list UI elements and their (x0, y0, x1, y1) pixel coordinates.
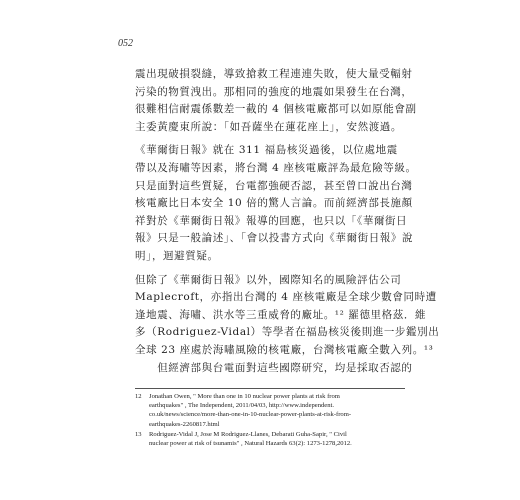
body-line: 核電廠比日本安全 10 倍的驚人言論。而前經濟部長施顏 (135, 197, 413, 210)
body-line: 震出現破損裂縫，導致搶救工程連連失敗，使大量受輻射 (135, 68, 413, 80)
body-line: 明」，迴避質疑。 (135, 249, 219, 262)
footnote-number: 12 (135, 393, 142, 400)
footnote-number: 13 (135, 430, 142, 438)
body-line: 只是面對這些質疑，台電都強硬否認，甚至曾口說出台灣 (135, 179, 413, 192)
body-line: 但除了《華爾街日報》以外，國際知名的風險評估公司 (135, 273, 402, 286)
page-number: 052 (118, 38, 133, 49)
body-line: 主委黃慶東所說：「如吾薩坐在蓮花座上」，安然渡過。 (135, 120, 402, 133)
footnote-line: co.uk/news/science/more-than-one-in-10-nuclear-power-plants-at-risk-from- (149, 411, 352, 419)
footnote-line: earthquakes" , The Independent, 2011/04/03, http://www.independent. (149, 402, 335, 410)
footnote-line: Rodriguez-Vidal J, Jose M Rodriguez-Llanes, Debarati Guha-Sapir, " Civil (149, 430, 347, 438)
body-line: 《華爾街日報》就在 311 福島核災過後，以位處地震 (135, 144, 398, 157)
footnotes (135, 392, 410, 449)
body-line: 多（Rodriguez-Vidal）等學者在福島核災後則進一步鑑別出 (135, 326, 440, 339)
footnote-line: nuclear power at risk of tsunamis" , Natural Hazards 63(2): 1273-1278,2012. (149, 440, 352, 448)
body-line: 祥對於《華爾街日報》報導的回應，也只以「《華爾街日 (135, 214, 408, 227)
body-line: 污染的物質洩出。那相同的強度的地震如果發生在台灣， (135, 85, 413, 98)
body-line: Maplecroft，亦指出台灣的 4 座核電廠是全球少數會同時遭 (135, 291, 437, 304)
footnote-13 (135, 430, 410, 448)
footnote-text (149, 430, 352, 448)
body-line: 很難相信耐震係數差一截的 4 個核電廠都可以如原能會副 (135, 103, 417, 116)
body-text (135, 66, 440, 377)
body-line: 報》只是一般論述」、「會以投書方式向《華爾街日報》說 (135, 232, 414, 245)
footnote-12 (135, 392, 410, 429)
footnote-line: earthquakes-2260817.html (149, 420, 220, 428)
body-line: 逢地震、海嘯、洪水等三重威脅的廠址。¹² 羅德里格茲．維 (135, 308, 427, 321)
footnote-divider (135, 388, 405, 389)
body-line: 全球 23 座處於海嘯風險的核電廠，台灣核電廠全數入列。¹³ (135, 343, 434, 356)
body-line: 但經濟部與台電面對這些國際研究，均是採取否認的 (135, 361, 413, 374)
footnote-line: Jonathan Owen, " More than one in 10 nuclear power plants at risk from (149, 393, 340, 400)
footnote-text (149, 392, 351, 429)
body-line: 帶以及海嘯等因素，將台灣 4 座核電廠評為最危險等級。 (135, 161, 417, 174)
